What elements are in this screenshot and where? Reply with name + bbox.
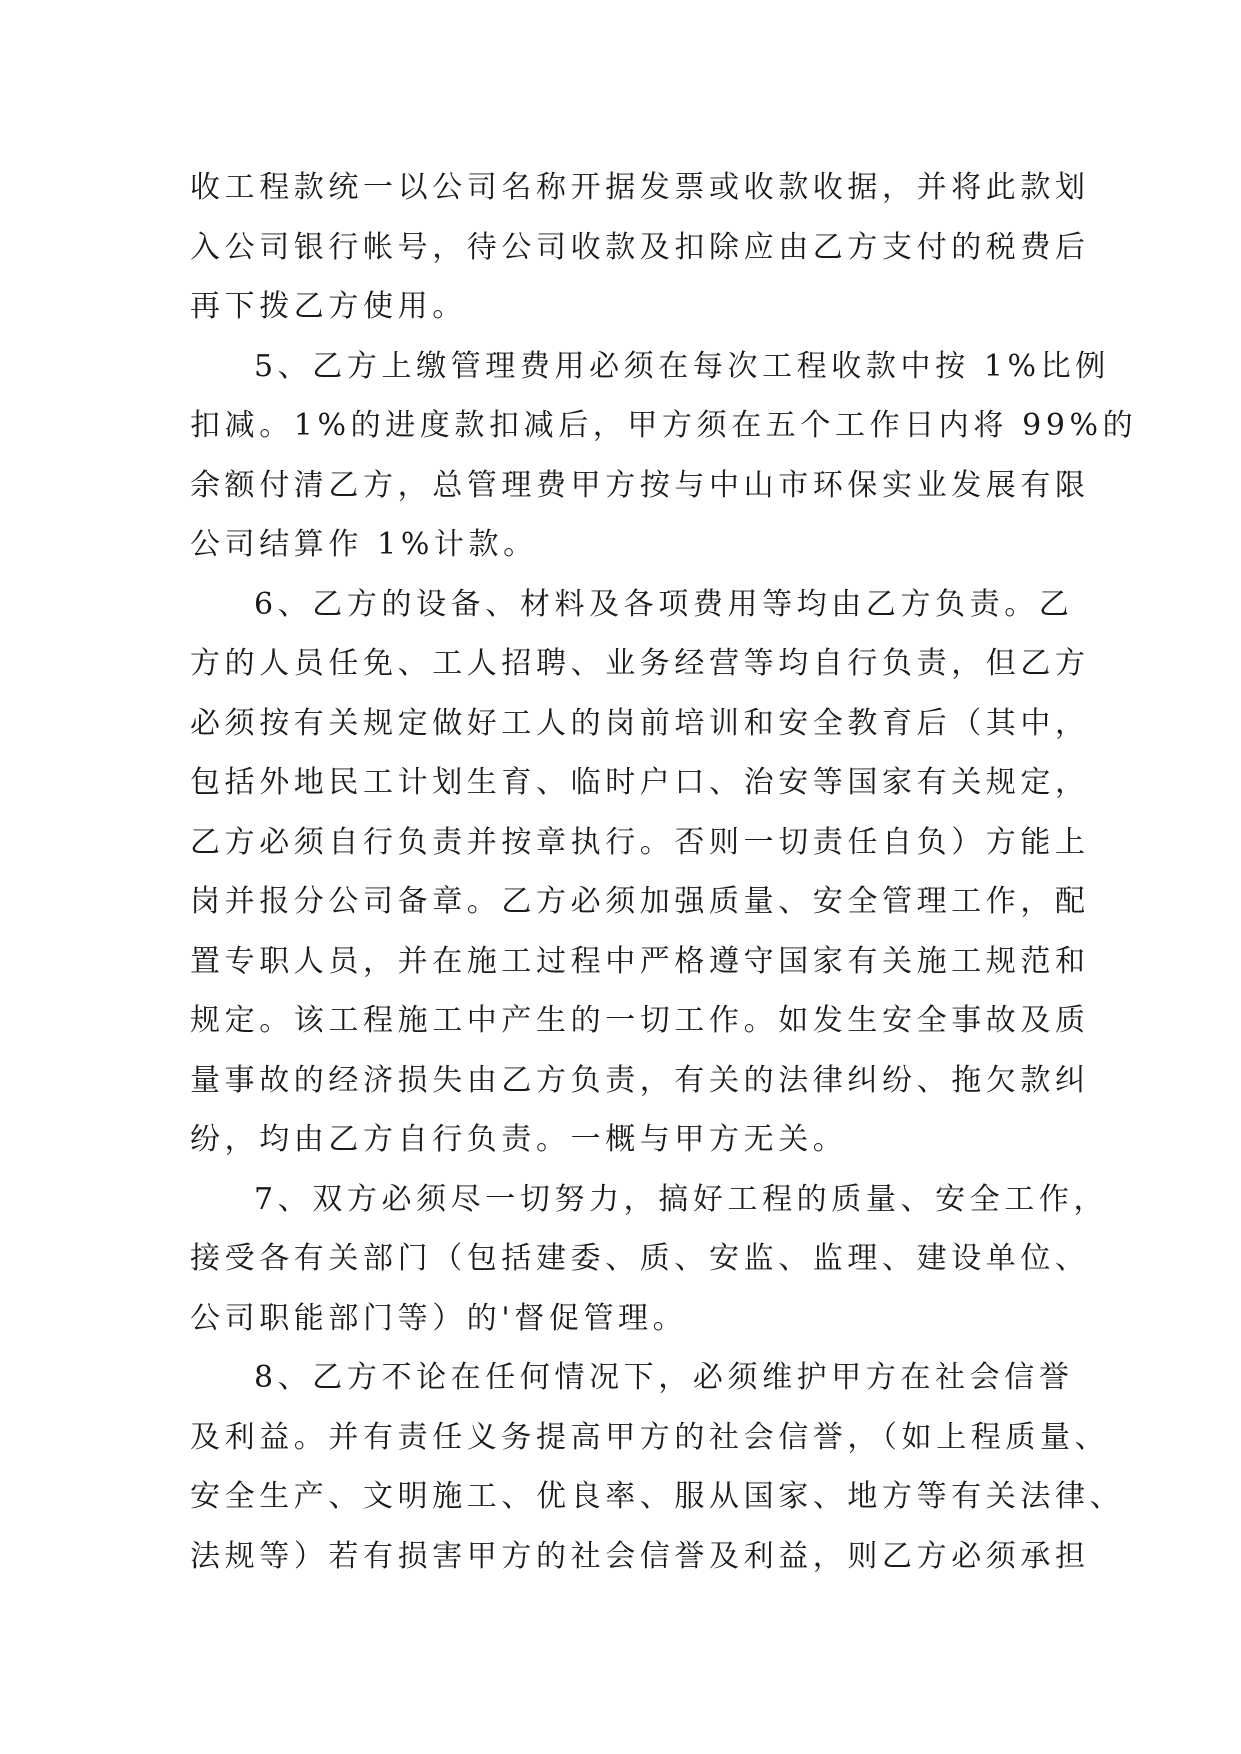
document-line: 规定。该工程施工中产生的一切工作。如发生安全事故及质 (190, 1003, 1090, 1038)
document-line: 纷，均由乙方自行负责。一概与甲方无关。 (190, 1122, 848, 1157)
document-line: 公司结算作 1%计款。 (190, 527, 538, 562)
document-line: 岗并报分公司备章。乙方必须加强质量、安全管理工作，配 (190, 884, 1090, 919)
document-line: 接受各有关部门（包括建委、质、安监、监理、建设单位、 (190, 1241, 1090, 1276)
document-line: 安全生产、文明施工、优良率、服从国家、地方等有关法律、 (190, 1479, 1125, 1514)
document-line: 乙方必须自行负责并按章执行。否则一切责任自负）方能上 (190, 824, 1090, 860)
document-line: 入公司银行帐号，待公司收款及扣除应由乙方支付的税费后 (190, 229, 1090, 265)
document-line: 6、乙方的设备、材料及各项费用等均由乙方负责。乙 (254, 586, 1074, 622)
document-body (190, 158, 1138, 1586)
document-line: 7、双方必须尽一切努力，搞好工程的质量、安全工作， (254, 1181, 1109, 1217)
document-line: 量事故的经济损失由乙方负责，有关的法律纠纷、拖欠款纠 (190, 1062, 1090, 1098)
document-line: 余额付清乙方，总管理费甲方按与中山市环保实业发展有限 (190, 467, 1090, 503)
document-line: 方的人员任免、工人招聘、业务经营等均自行负责，但乙方 (190, 646, 1090, 681)
document-line: 5、乙方上缴管理费用必须在每次工程收款中按 1%比例 (254, 348, 1110, 384)
document-line: 扣减。1%的进度款扣减后，甲方须在五个工作日内将 99%的 (190, 408, 1138, 443)
document-line: 再下拨乙方使用。 (190, 289, 467, 324)
document-line: 法规等）若有损害甲方的社会信誉及利益，则乙方必须承担 (190, 1538, 1090, 1574)
document-line: 必须按有关规定做好工人的岗前培训和安全教育后（其中， (190, 705, 1090, 741)
document-line: 8、乙方不论在任何情况下，必须维护甲方在社会信誉 (254, 1360, 1074, 1395)
document-line: 包括外地民工计划生育、临时户口、治安等国家有关规定， (190, 765, 1090, 800)
document-line: 公司职能部门等）的'督促管理。 (190, 1300, 688, 1336)
document-line: 置专职人员，并在施工过程中严格遵守国家有关施工规范和 (190, 943, 1090, 979)
document-line: 收工程款统一以公司名称开据发票或收款收据，并将此款划 (190, 170, 1090, 205)
document-line: 及利益。并有责任义务提高甲方的社会信誉，（如上程质量、 (190, 1419, 1110, 1455)
